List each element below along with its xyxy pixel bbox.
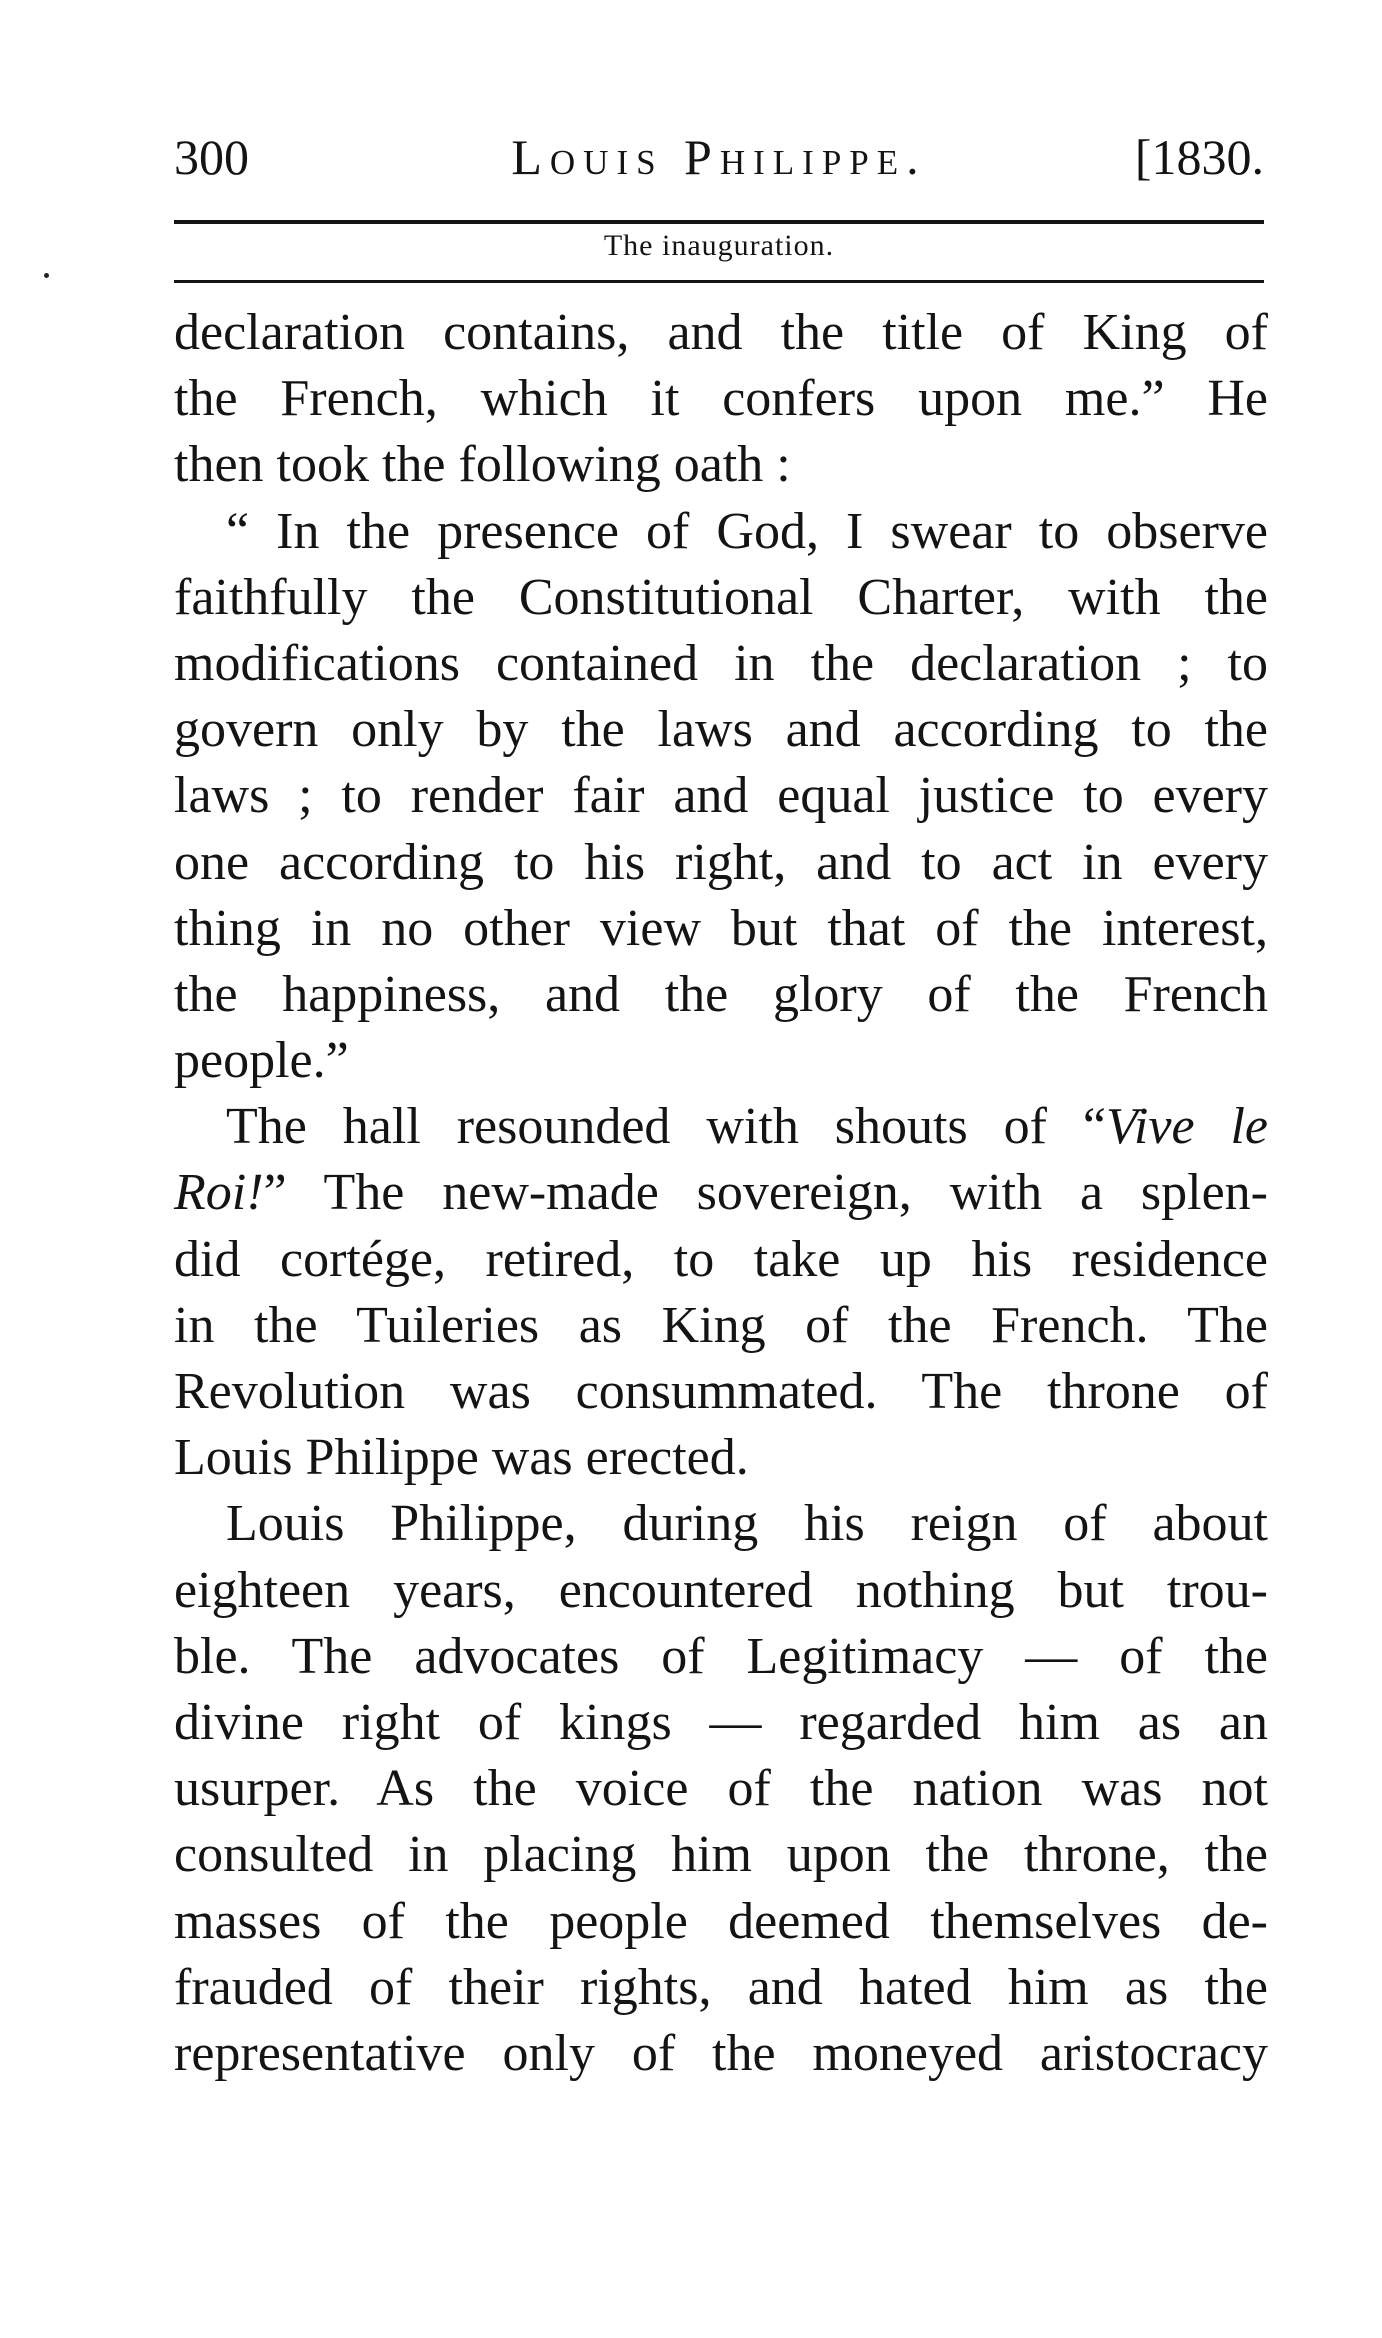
text-line: representative only of the moneyed aristocracy bbox=[174, 2024, 1268, 2082]
text-line: masses of the people deemed themselves de- bbox=[174, 1892, 1268, 1950]
text-line: declaration contains, and the title of King of bbox=[174, 304, 1268, 361]
text-line: “ In the presence of God, I swear to observe bbox=[226, 502, 1268, 560]
header-year: [1830. bbox=[1134, 129, 1264, 185]
text-line bbox=[174, 1160, 1268, 1226]
text-line: the happiness, and the glory of the French bbox=[174, 965, 1268, 1023]
text-line: in the Tuileries as King of the French. The bbox=[174, 1296, 1268, 1354]
text-line: did cortége, retired, to take up his residence bbox=[174, 1230, 1268, 1288]
running-title: Louis Philippe. bbox=[511, 129, 927, 185]
text-line: Louis Philippe, during his reign of about bbox=[226, 1495, 1268, 1553]
text-line bbox=[174, 1094, 1268, 1160]
text-line: laws ; to render fair and equal justice to every bbox=[174, 767, 1268, 825]
text-line: then took the following oath : bbox=[174, 436, 791, 494]
page-header bbox=[174, 128, 1264, 198]
page-number: 300 bbox=[174, 129, 249, 185]
text-line: divine right of kings — regarded him as an bbox=[174, 1693, 1268, 1751]
body-text bbox=[174, 300, 1268, 2087]
text-line: usurper. As the voice of the nation was not bbox=[174, 1760, 1268, 1818]
text-line: one according to his right, and to act in every bbox=[174, 833, 1268, 891]
text-line: ble. The advocates of Legitimacy — of the bbox=[174, 1627, 1268, 1685]
italic-phrase: Roi! bbox=[174, 1164, 264, 1222]
text-line: eighteen years, encountered nothing but trou- bbox=[174, 1561, 1268, 1619]
text-line: thing in no other view but that of the interest, bbox=[174, 899, 1268, 957]
text-line: people.” bbox=[174, 1032, 349, 1090]
text-line: Louis Philippe was erected. bbox=[174, 1429, 749, 1487]
text-line: govern only by the laws and according to the bbox=[174, 701, 1268, 759]
text-line: modifications contained in the declaration ; to bbox=[174, 634, 1268, 692]
text-line: faithfully the Constitutional Charter, with the bbox=[174, 568, 1268, 626]
text-line: frauded of their rights, and hated him as the bbox=[174, 1958, 1268, 2016]
text-line: the French, which it confers upon me.” He bbox=[174, 370, 1268, 428]
text-run: ” The new-made sovereign, with a splen- bbox=[263, 1164, 1268, 1222]
section-subheading: The inauguration. bbox=[603, 229, 835, 262]
text-line: consulted in placing him upon the throne, the bbox=[174, 1826, 1268, 1884]
italic-phrase: Vive le bbox=[1106, 1098, 1269, 1156]
header-rule-top bbox=[174, 220, 1264, 224]
header-rule-bottom bbox=[174, 280, 1264, 283]
print-speck bbox=[44, 273, 49, 278]
text-line: Revolution was consummated. The throne of bbox=[174, 1363, 1268, 1420]
text-run: The hall resounded with shouts of “ bbox=[226, 1098, 1107, 1156]
